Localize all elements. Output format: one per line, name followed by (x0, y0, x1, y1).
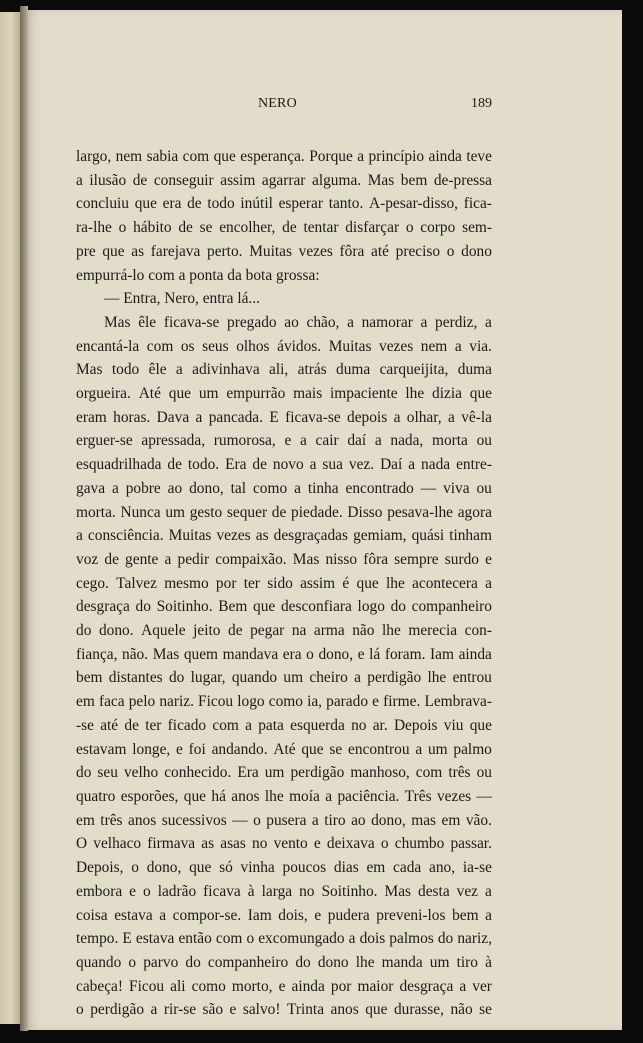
text-line: — Entra, Nero, entra lá... (104, 290, 260, 308)
running-head: NERO (258, 96, 297, 111)
text-line: voz de gente a pedir compaixão. Mas nisso fôra sempre surdo e (76, 550, 492, 568)
text-line: quando o parvo do companheiro do dono lhe manda um tiro à (76, 953, 492, 971)
text-line: esquadrilhada de todo. Era de novo a sua vez. Daí a nada entre- (76, 456, 492, 474)
text-line: O velhaco firmava as asas no vento e deixava o chumbo passar. (76, 835, 492, 853)
previous-page-edge (0, 12, 20, 1024)
text-line: pre que as farejava perto. Muitas vezes fôra até preciso o dono (76, 242, 492, 260)
page-number: 189 (471, 96, 492, 111)
text-line: desgraça do Soitinho. Bem que desconfiara logo do companheiro (76, 598, 492, 616)
text-line: Mas todo êle a adivinhava ali, atrás duma carqueijita, duma (76, 361, 492, 379)
text-line: estavam longe, e foi andando. Até que se encontrou a um palmo (76, 740, 492, 758)
text-line: embora e o ladrão ficava à larga no Soitinho. Mas desta vez a (76, 882, 492, 900)
text-line: -se até de ter ficado com a pata esquerda no ar. Depois viu que (76, 716, 492, 734)
background-edge (622, 4, 643, 1043)
text-line: erguer-se apressada, rumorosa, e a cair daí a nada, morta ou (76, 432, 492, 450)
text-line: quatro esporões, que há anos lhe moía a paciência. Três vezes — (76, 787, 492, 805)
text-line: cabeça! Ficou ali como morto, e ainda por maior desgraça a ver (76, 977, 492, 995)
text-line: a consciência. Muitas vezes as desgraçadas gemiam, quási tinham (76, 527, 492, 545)
text-line: o perdigão a rir-se são e salvo! Trinta anos que durasse, não se (76, 1001, 492, 1019)
text-line: Mas êle ficava-se pregado ao chão, a namorar a perdiz, a (104, 313, 492, 331)
text-line: do dono. Aquele jeito de pegar na arma não lhe merecia con- (76, 622, 492, 640)
text-line: orgueira. Até que um empurrão mais impaciente lhe dizia que (76, 385, 492, 403)
text-line: empurrá-lo com a ponta da bota grossa: (76, 266, 320, 284)
text-line: gava a pobre ao dono, tal como a tinha encontrado — viva ou (76, 479, 492, 497)
page-header (0, 96, 643, 116)
text-line: largo, nem sabia com que esperança. Porque a princípio ainda teve (76, 148, 492, 165)
text-line: morta. Nunca um gesto sequer de piedade. Disso pesava-lhe agora (76, 503, 492, 521)
body-text (76, 145, 492, 1022)
text-line: a ilusão de conseguir assim agarrar alguma. Mas bem de-pressa (76, 171, 492, 189)
gutter-shadow (20, 6, 28, 1031)
text-line: em três anos sucessivos — o pusera a tiro ao dono, mas em vão. (76, 811, 492, 829)
text-line: coisa estava a compor-se. Iam dois, e pudera preveni-los bem a (76, 906, 492, 924)
text-line: eram horas. Dava a pancada. E ficava-se depois a olhar, a vê-la (76, 408, 492, 426)
text-line: ra-lhe o hábito de se encolher, de tentar disfarçar o corpo sem- (76, 219, 492, 237)
text-line: do seu velho conhecido. Era um perdigão manhoso, com três ou (76, 764, 492, 782)
text-line: encantá-la com os seus olhos ávidos. Muitas vezes nem a via. (76, 337, 492, 355)
text-line: bem distantes do lugar, quando um cheiro a perdigão lhe entrou (76, 669, 492, 687)
text-line: tempo. E estava então com o excomungado a dois palmos do nariz, (76, 930, 492, 948)
text-line: fiança, não. Mas quem mandava era o dono, e lá foram. Iam ainda (76, 645, 492, 663)
text-line: em faca pelo nariz. Ficou logo como ia, parado e firme. Lembrava- (76, 693, 492, 711)
text-line: cego. Talvez mesmo por ter sido assim é que lhe acontecera a (76, 574, 492, 592)
text-line: concluiu que era de todo inútil esperar tanto. A-pesar-disso, fica- (76, 195, 492, 213)
text-line: Depois, o dono, que só vinha poucos dias em cada ano, ia-se (76, 859, 492, 877)
